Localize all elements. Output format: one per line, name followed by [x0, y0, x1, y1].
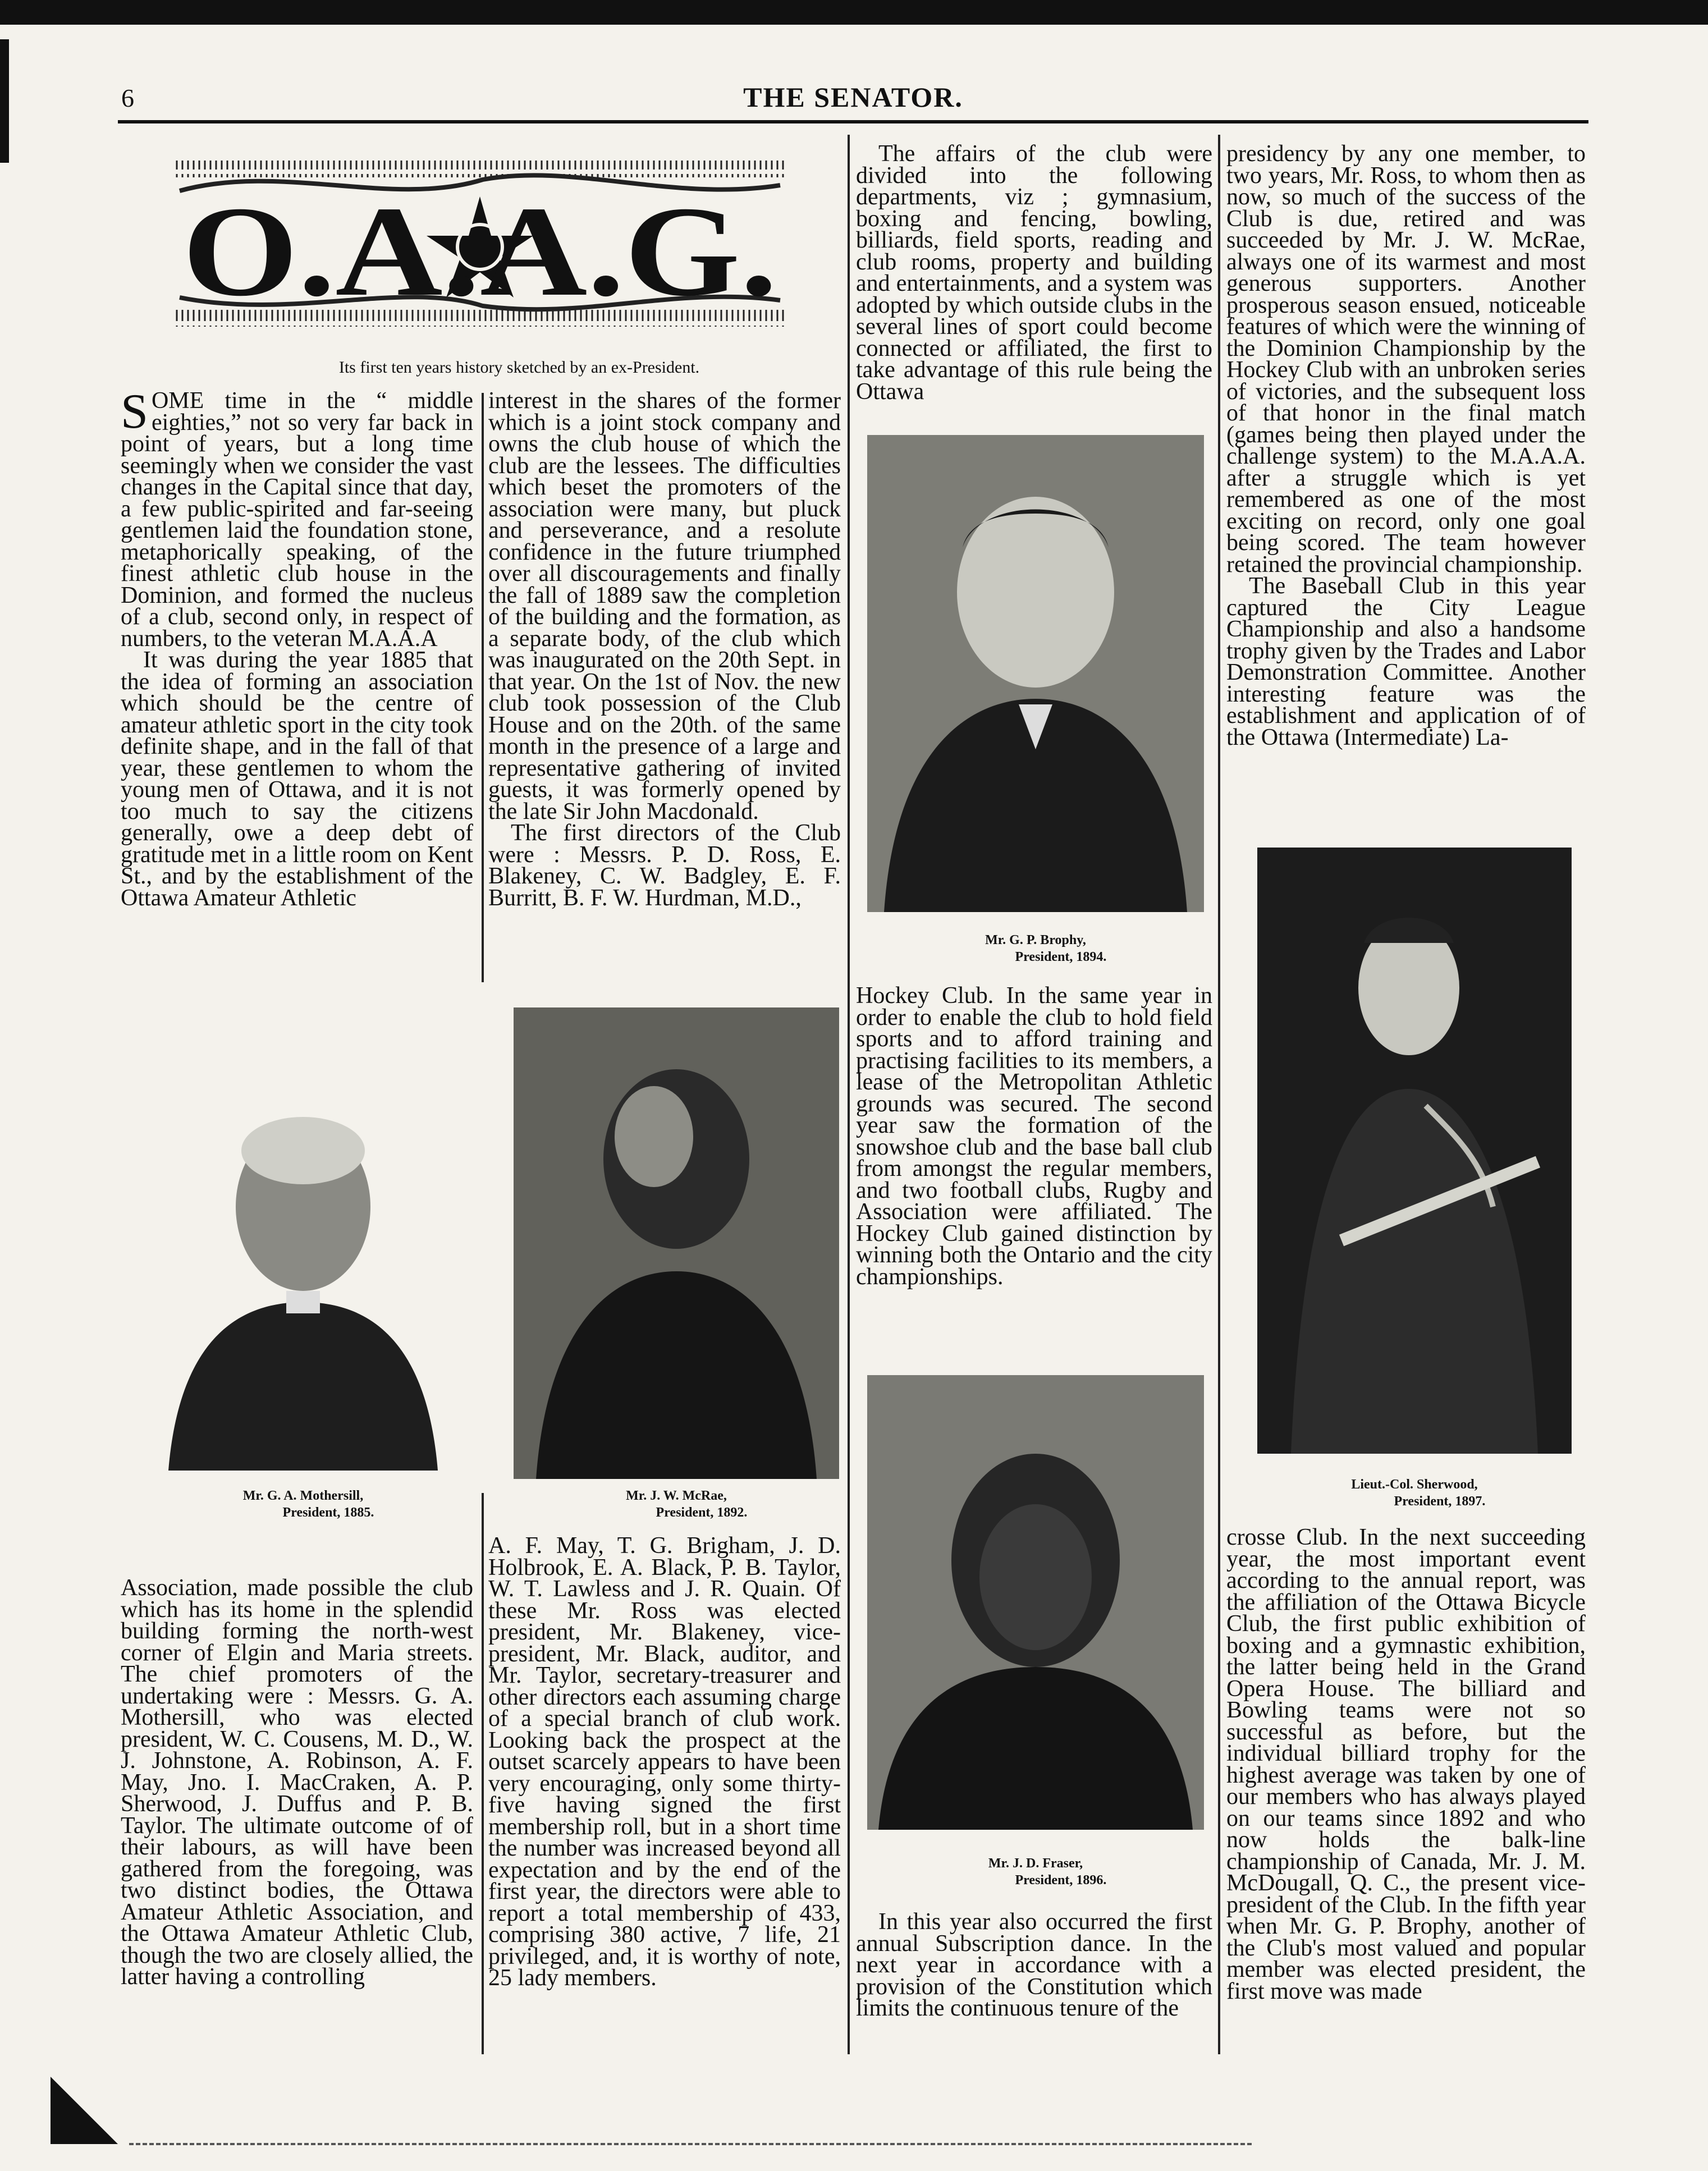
caption-name: Mr. J. D. Fraser,	[988, 1856, 1083, 1871]
caption-mcrae	[514, 1487, 839, 1521]
oaac-logo	[168, 157, 791, 331]
article-paragraph: The Baseball Club in this year captured the City League Championship and also a handsome trophy given by the Trades and Labor Demonstration Committee. Another interesting feature was the establishment and application of of the Ottawa (Intermediate) La-	[1226, 573, 1586, 750]
portrait-fraser	[867, 1375, 1204, 1830]
article-col3-mid	[856, 985, 1212, 1339]
article-col4-top	[1226, 143, 1586, 814]
caption-title: President, 1894.	[1015, 950, 1107, 964]
article-paragraph: Association, made possible the club which has its home in the splendid building forming the north-west corner of Elgin and Maria streets. The chief promoters of the undertaking were : Messrs. G. A. Mothersill, who was elected president, W. C. Cousens, M. D., W. J. Johnstone, A. Robinson, A. F. May, Jno. I. MacCraken, A. P. Sherwood, J. Duffus and P. B. Taylor. The ultimate outcome of of their labours, as will have been gathered from the foregoing, was two distinct bodies, the Ottawa Amateur Athletic Association, and the Ottawa Amateur Athletic Club, though the two are closely allied, the latter having a controlling	[121, 1577, 473, 1990]
article-paragraph: The first directors of the Club were : Messrs. P. D. Ross, E. Blakeney, C. W. Badgley, E. F. Burritt, B. F. W. Hurdman, M.D.,	[488, 820, 841, 911]
logo-top-fringe	[174, 161, 786, 177]
logo-subtitle: Its first ten years history sketched by an ex-President.	[338, 358, 700, 377]
caption-title: President, 1896.	[1015, 1873, 1107, 1888]
caption-mothersill	[146, 1487, 460, 1521]
article-col2-bottom	[488, 1535, 841, 2060]
column-divider	[1218, 135, 1220, 2054]
portrait-mcrae	[514, 1007, 839, 1479]
column-divider	[848, 135, 850, 2054]
article-paragraph: crosse Club. In the next succeeding year, the most important event according to the annual report, was the affiliation of the Ottawa Bicycle Club, the first public exhibition of boxing and a gymnastic exhibition, the latter being held in the Grand Opera House. The billiard and Bowling teams were not so successful as before, but the individual billiard trophy for the highest average was taken by one of our members who has always played on our teams since 1892 and who now holds the balk-line championship of Canada, Mr. J. M. McDougall, Q. C., the present vice-president of the Club. In the fifth year when Mr. G. P. Brophy, another of the Club's most valued and popular member was elected president, the first move was made	[1226, 1527, 1586, 2004]
column-divider	[482, 1493, 484, 2054]
scan-top-border	[0, 0, 1708, 25]
caption-title: President, 1892.	[656, 1505, 748, 1520]
caption-name: Lieut.-Col. Sherwood,	[1351, 1477, 1478, 1492]
article-paragraph: Hockey Club. In the same year in order to enable the club to hold field sports and to afford training and practising facilities to its members, a lease of the Metropolitan Athletic grounds was secured. The second year saw the formation of the snowshoe club and the base ball club from amongst the regular members, and two football clubs, Rugby and Association were affiliated. The Hockey Club gained distinction by winning both the Ontario and the city championships.	[856, 985, 1212, 1290]
page-number: 6	[121, 84, 134, 112]
article-paragraph: It was during the year 1885 that the idea of forming an association which should be the centre of amateur athletic sport in the city took definite shape, and in the fall of that year, these gentlemen to whom the young men of Ottawa, and it is not too much to say the citizens generally, owe a deep debt of gratitude met in a little room on Kent St., and by the establishment of the Ottawa Amateur Athletic	[121, 647, 473, 911]
article-paragraph: interest in the shares of the former which is a joint stock company and owns the club house of which the club are the lessees. The difficulties which beset the promoters of the association were many, but pluck and perseverance, and a resolute confidence in the future triumphed over all discouragements and finally the fall of 1889 saw the completion of the building and the formation, as a separate body, of the club which was inaugurated on the 20th Sept. in that year. On the 1st of Nov. the new club took possession of the Club House and on the 20th. of the same month in the presence of a large and representative gathering of invited guests, it was formerly opened by the late Sir John Macdonald.	[488, 390, 841, 825]
caption-name: Mr. G. P. Brophy,	[985, 933, 1086, 947]
caption-name: Mr. G. A. Mothersill,	[242, 1488, 364, 1503]
portrait-brophy	[867, 435, 1204, 912]
drop-cap: S	[121, 390, 148, 439]
column-divider	[482, 393, 484, 982]
caption-fraser	[867, 1855, 1204, 1889]
article-col1-top	[121, 390, 473, 985]
caption-name: Mr. J. W. McRae,	[626, 1488, 727, 1503]
scan-corner-mark	[51, 2077, 118, 2144]
portrait-sherwood	[1257, 848, 1572, 1454]
article-col3-bottom	[856, 1911, 1212, 2060]
header-rule	[118, 120, 1588, 123]
article-col2-top	[488, 390, 841, 985]
caption-sherwood	[1257, 1476, 1572, 1510]
logo-letters: O.A.A.G.	[182, 180, 777, 323]
caption-title: President, 1885.	[282, 1505, 374, 1520]
article-col4-bottom	[1226, 1527, 1586, 2060]
caption-brophy	[867, 932, 1204, 965]
article-paragraph: OME time in the “ middle eighties,” not so very far back in point of years, but a long time seemingly when we consider the vast changes in the Capital since that day, a few public-spirited and far-seeing gentlemen laid the foundation stone, metaphorically speaking, of the finest athletic club house in the Dominion, and formed the nucleus of a club, second only, in respect of numbers, to the veteran M.A.A.A	[121, 390, 473, 652]
scan-bottom-dashes	[129, 2143, 1252, 2145]
article-col3-top	[856, 143, 1212, 407]
article-paragraph: A. F. May, T. G. Brigham, J. D. Holbrook, E. A. Black, P. B. Taylor, W. T. Lawless and J. R. Quain. Of these Mr. Ross was elected president, Mr. Blakeney, vice-president, Mr. Black, auditor, and Mr. Taylor, secretary-treasurer and other directors each assuming charge of a special branch of club work. Looking back the prospect at the outset scarcely appears to have been very encouraging, only some thirty-five having signed the first membership roll, but in a short time the number was increased beyond all expectation and by the end of the first year, the directors were able to report a total membership of 433, comprising 380 active, 7 life, 21 privileged, and, it is worthy of note, 25 lady members.	[488, 1535, 841, 1991]
caption-title: President, 1897.	[1394, 1494, 1486, 1509]
scan-left-edge	[0, 39, 9, 163]
article-paragraph: In this year also occurred the first annual Subscription dance. In the next year in accordance with a provision of the Constitution which limits the continuous tenure of the	[856, 1911, 1212, 2021]
article-col1-bottom	[121, 1577, 473, 2060]
masthead: THE SENATOR.	[743, 81, 963, 113]
article-paragraph: presidency by any one member, to two years, Mr. Ross, to whom then as now, so much of the success of the Club is due, retired and was succeeded by Mr. J. W. McRae, always one of its warmest and most generous supporters. Another prosperous season ensued, noticeable features of which were the winning of the Dominion Championship by the Hockey Club with an unbroken series of victories, and the subsequent loss of that honor in the final match (games being then played under the challenge system) to the M.A.A.A. after a struggle which is yet remembered as one of the most exciting on record, only one goal being scored. The team however retained the provincial championship.	[1226, 143, 1586, 578]
article-paragraph: The affairs of the club were divided into the following departments, viz ; gymnasium, boxing and fencing, bowling, billiards, field sports, reading and club rooms, property and building and entertainments, and a system was adopted by which outside clubs in the several lines of sport could become connected or affiliated, the first to take advantage of this rule being the Ottawa	[856, 143, 1212, 405]
portrait-mothersill	[146, 1066, 460, 1471]
